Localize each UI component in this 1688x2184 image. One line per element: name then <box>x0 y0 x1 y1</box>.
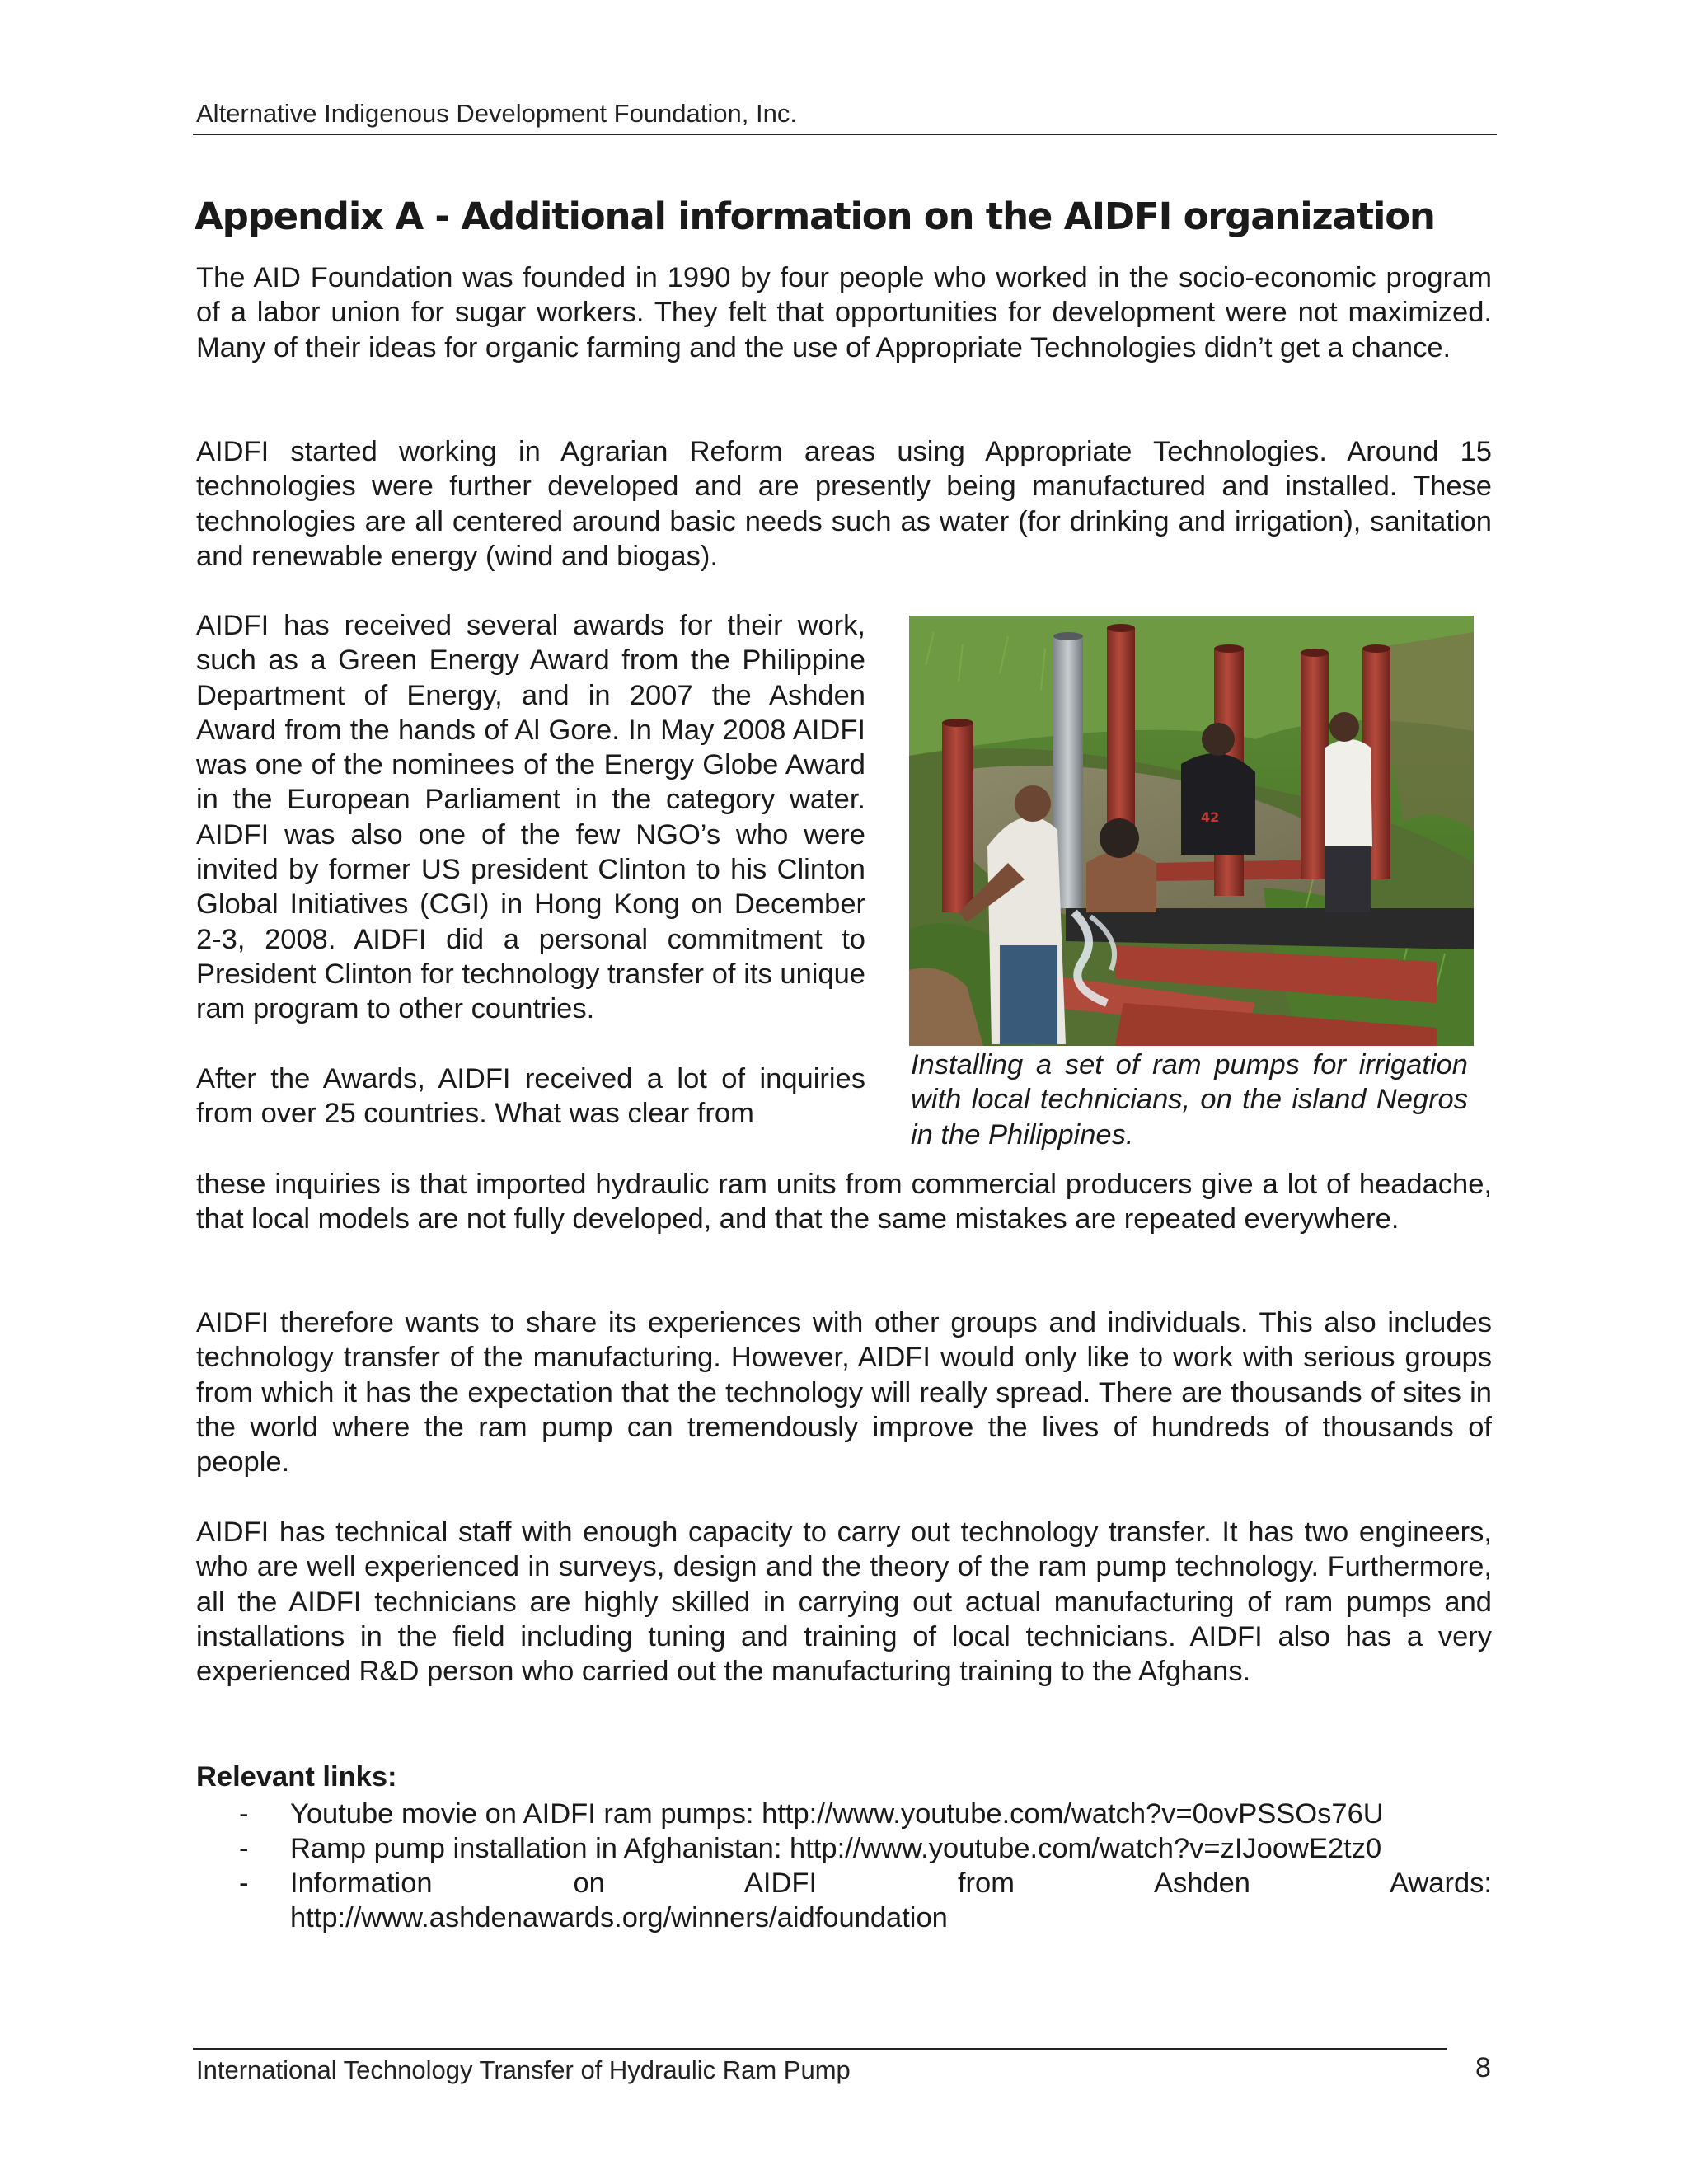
paragraph-inquiries-rest: these inquiries is that imported hydraulic ram units from commercial producers give a lot of headache, that local models are not fully developed, and that the same mistakes are repeated everywhere. <box>196 1169 1492 1235</box>
bullet-dash: - <box>239 1798 249 1830</box>
paragraph-staff: AIDFI has technical staff with enough capacity to carry out technology transfer. It has two engineers, who are well experienced in surveys, design and the theory of the ram pump technology. Furthermore, all the AIDFI technicians are highly skilled in carrying out actual manufacturing of ram pumps and installations in the field including tuning and training of local technicians. AIDFI also has a very experienced R&D person who carried out the manufacturing training to the Afghans. <box>196 1516 1492 1688</box>
links-heading: Relevant links: <box>196 1761 397 1793</box>
link-ashden-label: Information on AIDFI from Ashden Awards: <box>290 1868 1492 1899</box>
bullet-dash: - <box>239 1868 249 1899</box>
bullet-dash: - <box>239 1833 249 1864</box>
link-ashden-url[interactable]: http://www.ashdenawards.org/winners/aidfoundation <box>290 1902 948 1933</box>
link-youtube-aidfi[interactable]: Youtube movie on AIDFI ram pumps: http://www.youtube.com/watch?v=0ovPSSOs76U <box>290 1798 1384 1830</box>
paragraph-awards: AIDFI has received several awards for their work, such as a Green Energy Award from the Philippine Department of Energy, and in 2007 the Ashden Award from the hands of Al Gore. In May 2008 AIDFI was one of the nominees of the Energy Globe Award in the European Parliament in the category water. AIDFI was also one of the few NGO’s who were invited by former US president Clinton to his Clinton Global Initiatives (CGI) in Hong Kong on December 2-3, 2008. AIDFI did a personal commitment to President Clinton for technology transfer of its unique ram program to other countries. <box>196 610 865 1025</box>
running-header: Alternative Indigenous Development Foundation, Inc. <box>196 99 797 128</box>
paragraph-technologies: AIDFI started working in Agrarian Reform areas using Appropriate Technologies. Around 15 technologies were further developed and are presently being manufactured and installed. These technologies are all centered around basic needs such as water (for drinking and irrigation), sanitation and renewable energy (wind and biogas). <box>196 436 1492 572</box>
jersey-number: 42 <box>1201 809 1220 825</box>
paragraph-founding: The AID Foundation was founded in 1990 by four people who worked in the socio-economic program of a labor union for sugar workers. They felt that opportunities for development were not maximized. Many of their ideas for organic farming and the use of Appropriate Technologies didn’t get a chance. <box>196 262 1492 363</box>
photo-caption: Installing a set of ram pumps for irrigation with local technicians, on the island Negros in the Philippines. <box>911 1049 1468 1151</box>
paragraph-inquiries-start: After the Awards, AIDFI received a lot of inquiries from over 25 countries. What was clear from <box>196 1062 865 1129</box>
paragraph-sharing: AIDFI therefore wants to share its experiences with other groups and individuals. This also includes technology transfer of the manufacturing. However, AIDFI would only like to work with serious groups from which it has the expectation that the technology will really spread. There are thousands of sites in the world where the ram pump can tremendously improve the lives of hundreds of thousands of people. <box>196 1307 1492 1479</box>
header-divider <box>193 134 1497 135</box>
photo-illustration <box>909 616 1474 1046</box>
ram-pump-installation-photo <box>909 616 1474 1046</box>
page-number: 8 <box>1475 2052 1491 2083</box>
running-footer: International Technology Transfer of Hydraulic Ram Pump <box>196 2055 851 2084</box>
footer-divider <box>193 2048 1447 2050</box>
page-title: Appendix A - Additional information on the AIDFI organization <box>195 194 1435 238</box>
link-youtube-afghanistan[interactable]: Ramp pump installation in Afghanistan: http://www.youtube.com/watch?v=zIJoowE2tz0 <box>290 1833 1382 1864</box>
float-column <box>196 608 865 1131</box>
